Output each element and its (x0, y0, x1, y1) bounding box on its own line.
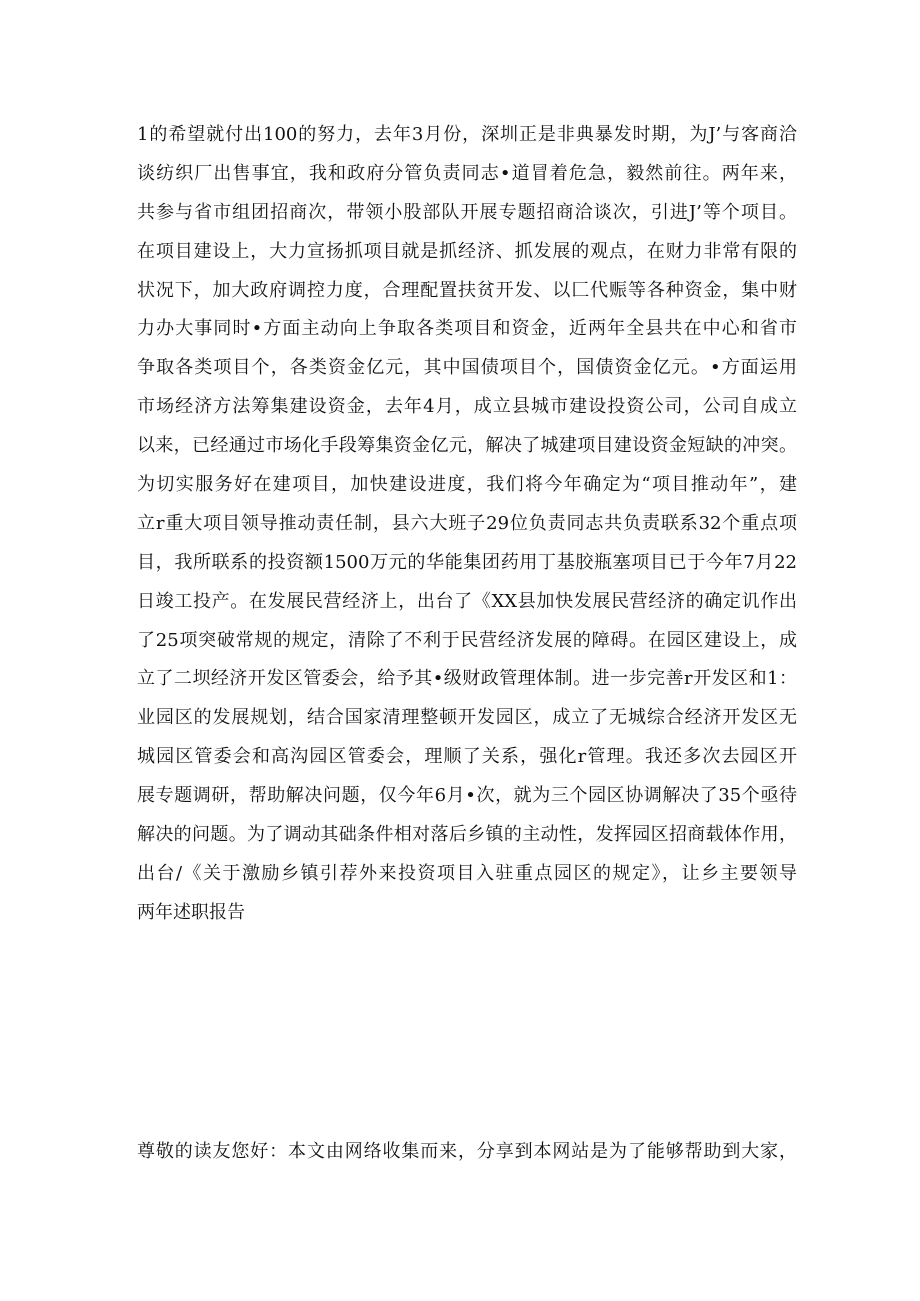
closing-paragraph (137, 1133, 797, 1172)
text-line: 谈纺织厂出售事宜，我和政府分管负责同志•道冒着危急，毅然前往。两年来， (137, 162, 797, 184)
text-line: 为切实服务好在建项目，加快建设进度，我们将今年确定为“项目推动年”，建 (137, 474, 797, 496)
closing-line: 尊敬的读友您好：本文由网络收集而来，分享到本网站是为了能够帮助到大家， (137, 1141, 797, 1162)
text-line: 业园区的发展规划，结合国家清理整顿开发园区，成立了无城综合经济开发区无 (137, 707, 797, 729)
text-line: 立了二坝经济开发区管委会，给予其•级财政管理体制。进一步完善r开发区和1： (137, 668, 797, 690)
text-line: 争取各类项目个，各类资金亿元，其中国债项目个，国债资金亿元。•方面运用 (137, 357, 797, 379)
text-line: 城园区管委会和高沟园区管委会，理顺了关系，强化r管理。我还多次去园区开 (137, 746, 797, 768)
text-line: 了25项突破常规的规定，清除了不利于民营经济发展的障碍。在园区建设上，成 (137, 629, 797, 651)
text-line: 解决的问题。为了调动其础条件相对落后乡镇的主动性，发挥园区招商载体作用， (137, 824, 797, 846)
text-line: 市场经济方法筹集建设资金，去年4月，成立县城市建设投资公司，公司自成立 (137, 396, 797, 418)
text-line: 立r重大项目领导推动责任制，县六大班子29位负责同志共负责联系32个重点项 (137, 512, 797, 534)
report-title-line: 两年述职报告 (137, 901, 245, 923)
text-line: 共参与省市组团招商次，带领小股部队开展专题招商洽谈次，引进J’等个项目。 (137, 201, 797, 223)
text-line: 1的希望就付出100的努力，去年3月份，深圳正是非典暴发时期，为J’与客商洽 (137, 124, 797, 145)
text-line: 出台/《关于激励乡镇引荐外来投资项目入驻重点园区的规定》，让乡主要领导 (137, 862, 797, 884)
text-line: 力办大事同时•方面主动向上争取各类项目和资金，近两年全县共在中心和省市 (137, 318, 797, 340)
text-line: 以来，已经通过市场化手段筹集资金亿元，解决了城建项目建设资金短缺的冲突。 (137, 435, 797, 457)
text-line: 目，我所联系的投资额1500万元的华能集团药用丁基胶瓶塞项目已于今年7月22 (137, 551, 797, 573)
text-line: 在项目建设上，大力宣扬抓项目就是抓经济、抓发展的观点，在财力非常有限的 (137, 240, 797, 262)
text-line: 展专题调研，帮助解决问题，仅今年6月•次，就为三个园区协调解决了35个亟待 (137, 785, 797, 807)
body-text (137, 116, 797, 933)
text-line: 状况下，加大政府调控力度，合理配置扶贫开发、以匚代赈等各种资金，集中财 (137, 279, 797, 301)
text-line: 日竣工投产。在发展民营经济上，出台了《XX县加快发展民营经济的确定讥作出 (137, 590, 797, 612)
